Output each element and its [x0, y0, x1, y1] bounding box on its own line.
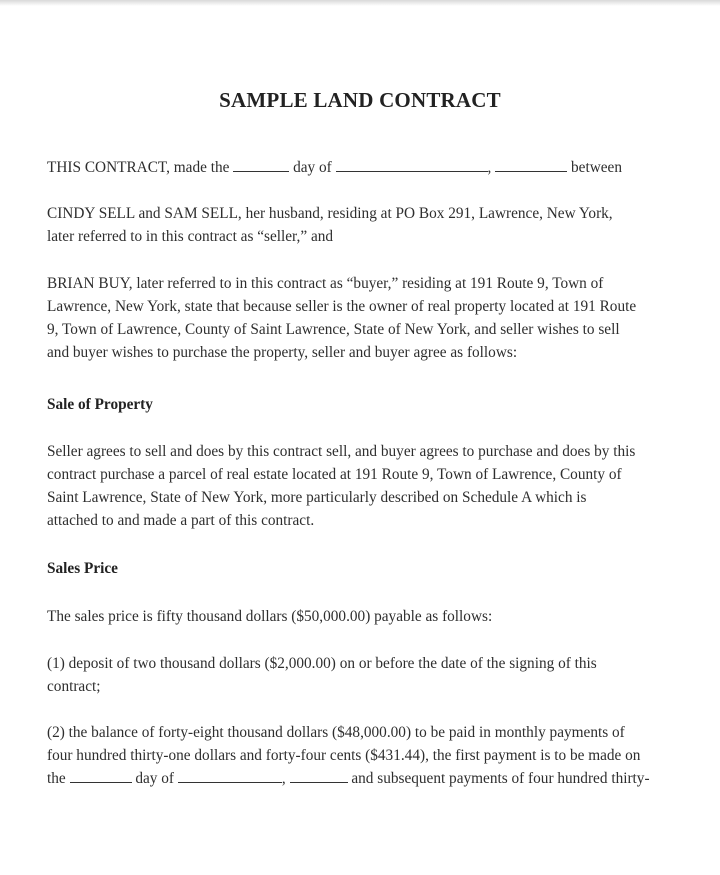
payment-item-2-text-the: the: [47, 770, 66, 787]
sellers-line-1: CINDY SELL and SAM SELL, her husband, residing at PO Box 291, Lawrence, New York,: [47, 205, 613, 222]
sales-price-heading: Sales Price: [47, 560, 118, 577]
intro-text-made: THIS CONTRACT, made the: [47, 159, 230, 176]
payment-item-2-text-subsequent: and subsequent payments of four hundred thirty-: [351, 770, 650, 787]
payment-item-2-text-comma: ,: [281, 770, 286, 787]
intro-text-between: between: [571, 159, 622, 176]
payment-item-1-line-2: contract;: [47, 678, 101, 695]
payment-item-1-line-1: (1) deposit of two thousand dollars ($2,000.00) on or before the date of the signing of this: [47, 655, 597, 672]
sale-of-property-line-2: contract purchase a parcel of real estate located at 191 Route 9, Town of Lawrence, County of: [47, 466, 622, 483]
sale-of-property-line-1: Seller agrees to sell and does by this contract sell, and buyer agrees to purchase and does by this: [47, 443, 636, 460]
blank-month-field[interactable]: [336, 160, 488, 172]
blank-year-field[interactable]: [495, 160, 567, 172]
blank-payment-year-field[interactable]: [290, 771, 348, 783]
sale-of-property-paragraph: [47, 440, 677, 532]
payment-item-2: [47, 721, 677, 790]
payment-item-2-line-1: (2) the balance of forty-eight thousand dollars ($48,000.00) to be paid in monthly payments of: [47, 724, 625, 741]
page-edge: [0, 0, 720, 6]
sale-of-property-line-3: Saint Lawrence, State of New York, more particularly described on Schedule A which is: [47, 489, 587, 506]
buyer-line-1: BRIAN BUY, later referred to in this contract as “buyer,” residing at 191 Route 9, Town of: [47, 275, 604, 292]
buyer-line-3: 9, Town of Lawrence, County of Saint Lawrence, State of New York, and seller wishes to sell: [47, 321, 620, 338]
intro-paragraph: [47, 156, 677, 179]
sellers-paragraph: [47, 202, 677, 248]
blank-payment-month-field[interactable]: [178, 771, 282, 783]
buyer-line-2: Lawrence, New York, state that because seller is the owner of real property located at 191 Route: [47, 298, 637, 315]
sales-price-statement-text: The sales price is fifty thousand dollars ($50,000.00) payable as follows:: [47, 608, 493, 625]
sale-of-property-line-4: attached to and made a part of this contract.: [47, 512, 315, 529]
payment-item-1: [47, 652, 677, 698]
sales-price-statement: [47, 605, 677, 628]
sellers-line-2: later referred to in this contract as “seller,” and: [47, 228, 334, 245]
sale-of-property-heading: Sale of Property: [47, 396, 153, 413]
document-title: SAMPLE LAND CONTRACT: [219, 88, 501, 112]
blank-payment-day-field[interactable]: [70, 771, 132, 783]
payment-item-2-line-2: four hundred thirty-one dollars and forty-four cents ($431.44), the first payment is to be made on: [47, 747, 641, 764]
blank-day-field[interactable]: [233, 160, 289, 172]
buyer-line-4: and buyer wishes to purchase the property, seller and buyer agree as follows:: [47, 344, 518, 361]
intro-text-comma: ,: [487, 159, 492, 176]
payment-item-2-text-day-of: day of: [135, 770, 175, 787]
intro-text-day-of: day of: [293, 159, 332, 176]
buyer-paragraph: [47, 272, 677, 364]
